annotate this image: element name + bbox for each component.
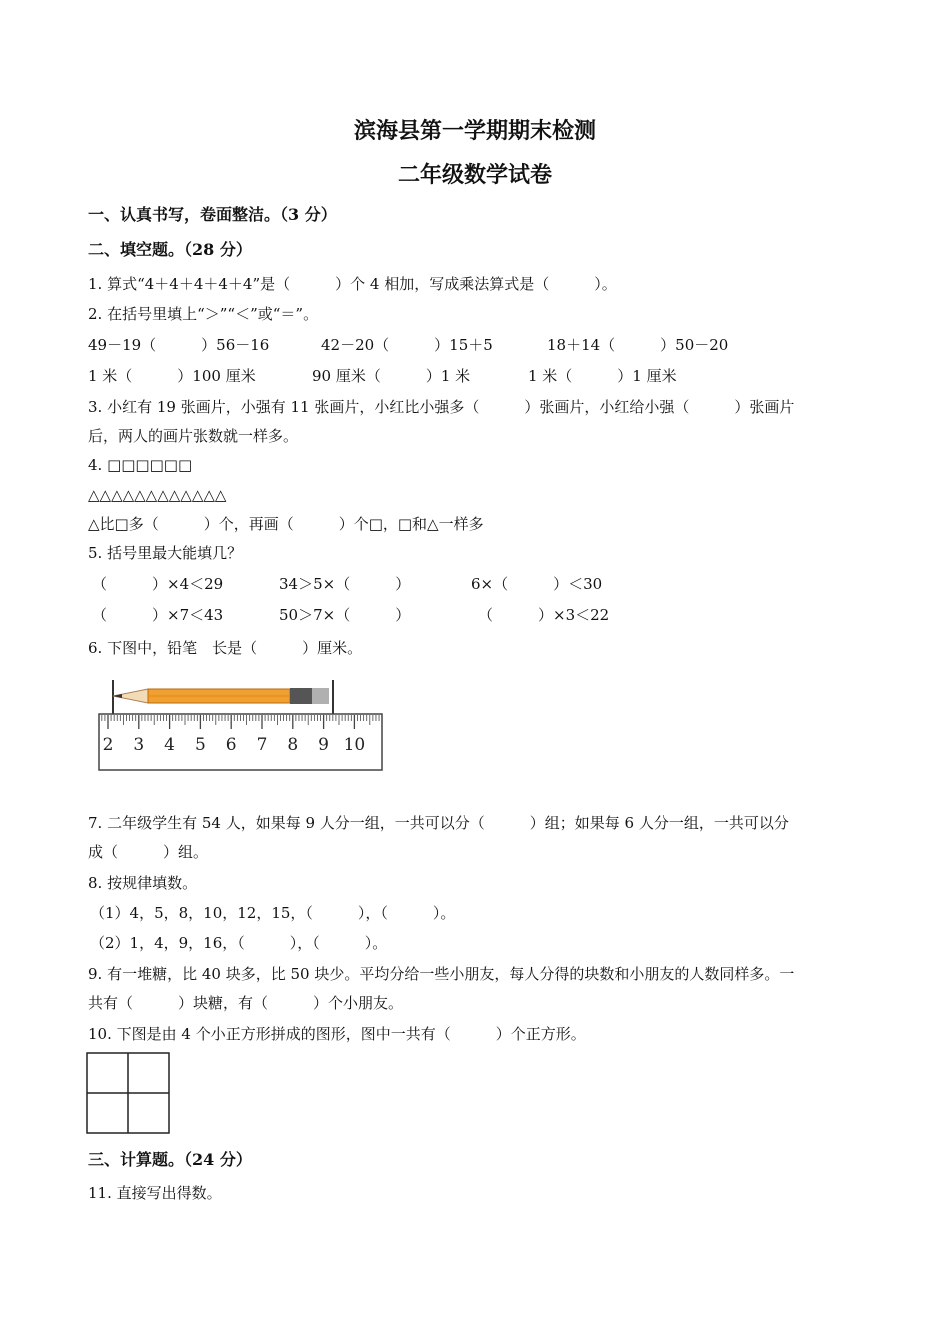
q5-item: （ ）×4＜29 bbox=[92, 575, 224, 593]
question-10: 10. 下图是由 4 个小正方形拼成的图形，图中一共有（ ）个正方形。 bbox=[88, 1025, 586, 1043]
ruler-label: 8 bbox=[287, 735, 299, 755]
q5-item: 6×（ ）＜30 bbox=[471, 575, 603, 593]
ruler-label: 7 bbox=[256, 735, 268, 755]
question-3-line-1: 3. 小红有 19 张画片，小强有 11 张画片，小红比小强多（ ）张画片，小红给小强（ ）张画片 bbox=[88, 398, 795, 416]
ruler-label: 4 bbox=[164, 735, 176, 755]
q2-item: 42－20（ ）15＋5 bbox=[321, 336, 493, 354]
question-7-line-1: 7. 二年级学生有 54 人，如果每 9 人分一组，一共可以分（ ）组；如果每 6 人分一组，一共可以分 bbox=[88, 814, 789, 832]
q5-item: 34＞5×（ ） bbox=[279, 575, 411, 593]
question-3-line-2: 后，两人的画片张数就一样多。 bbox=[88, 427, 299, 445]
ruler-labels bbox=[103, 735, 366, 755]
exam-subtitle: 二年级数学试卷 bbox=[397, 162, 552, 188]
section-3-heading: 三、计算题。（24 分） bbox=[88, 1150, 252, 1169]
ruler-label: 10 bbox=[343, 735, 366, 755]
question-1: 1. 算式“4＋4＋4＋4＋4”是（ ）个 4 相加，写成乘法算式是（ ）。 bbox=[88, 275, 617, 293]
ruler-label: 3 bbox=[133, 735, 145, 755]
section-2-heading: 二、填空题。（28 分） bbox=[88, 240, 252, 259]
question-11: 11. 直接写出得数。 bbox=[88, 1184, 222, 1202]
ruler-label: 6 bbox=[225, 735, 237, 755]
ruler-label: 2 bbox=[102, 735, 114, 755]
question-4-triangles: △△△△△△△△△△△△ bbox=[88, 486, 227, 504]
ruler-label: 5 bbox=[194, 735, 206, 755]
question-9-line-2: 共有（ ）块糖，有（ ）个小朋友。 bbox=[88, 994, 404, 1012]
question-7-line-2: 成（ ）组。 bbox=[88, 843, 209, 861]
question-8-part-2: （2）1，4，9，16，（ ），（ ）。 bbox=[90, 934, 388, 952]
q2-item: 1 米（ ）100 厘米 bbox=[88, 367, 256, 385]
q5-item: 50＞7×（ ） bbox=[279, 606, 411, 624]
section-1-heading: 一、认真书写，卷面整洁。（3 分） bbox=[88, 205, 337, 224]
q5-item: （ ）×3＜22 bbox=[478, 606, 610, 624]
question-8: 8. 按规律填数。 bbox=[88, 874, 198, 892]
q2-item: 18＋14（ ）50－20 bbox=[547, 336, 729, 354]
question-2: 2. 在括号里填上“＞”“＜”或“＝”。 bbox=[88, 305, 319, 323]
ruler-figure bbox=[96, 676, 386, 776]
four-squares-figure bbox=[86, 1052, 172, 1136]
question-9-line-1: 9. 有一堆糖，比 40 块多，比 50 块少。平均分给一些小朋友，每人分得的块数和小朋友的人数同样多。一 bbox=[88, 965, 795, 983]
question-6: 6. 下图中，铅笔 长是（ ）厘米。 bbox=[88, 639, 363, 657]
q2-item: 90 厘米（ ）1 米 bbox=[312, 367, 471, 385]
question-8-part-1: （1）4，5，8，10，12，15，（ ），（ ）。 bbox=[90, 904, 456, 922]
exam-title: 滨海县第一学期期末检测 bbox=[353, 118, 596, 144]
question-4-squares: 4. □□□□□□ bbox=[88, 456, 193, 474]
question-4-prompt: △比□多（ ）个，再画（ ）个□，□和△一样多 bbox=[88, 515, 484, 533]
question-5: 5. 括号里最大能填几？ bbox=[88, 544, 243, 562]
q5-item: （ ）×7＜43 bbox=[92, 606, 224, 624]
q2-item: 49－19（ ）56－16 bbox=[88, 336, 270, 354]
pencil-icon bbox=[113, 688, 329, 704]
q2-item: 1 米（ ）1 厘米 bbox=[528, 367, 677, 385]
ruler-label: 9 bbox=[318, 735, 330, 755]
